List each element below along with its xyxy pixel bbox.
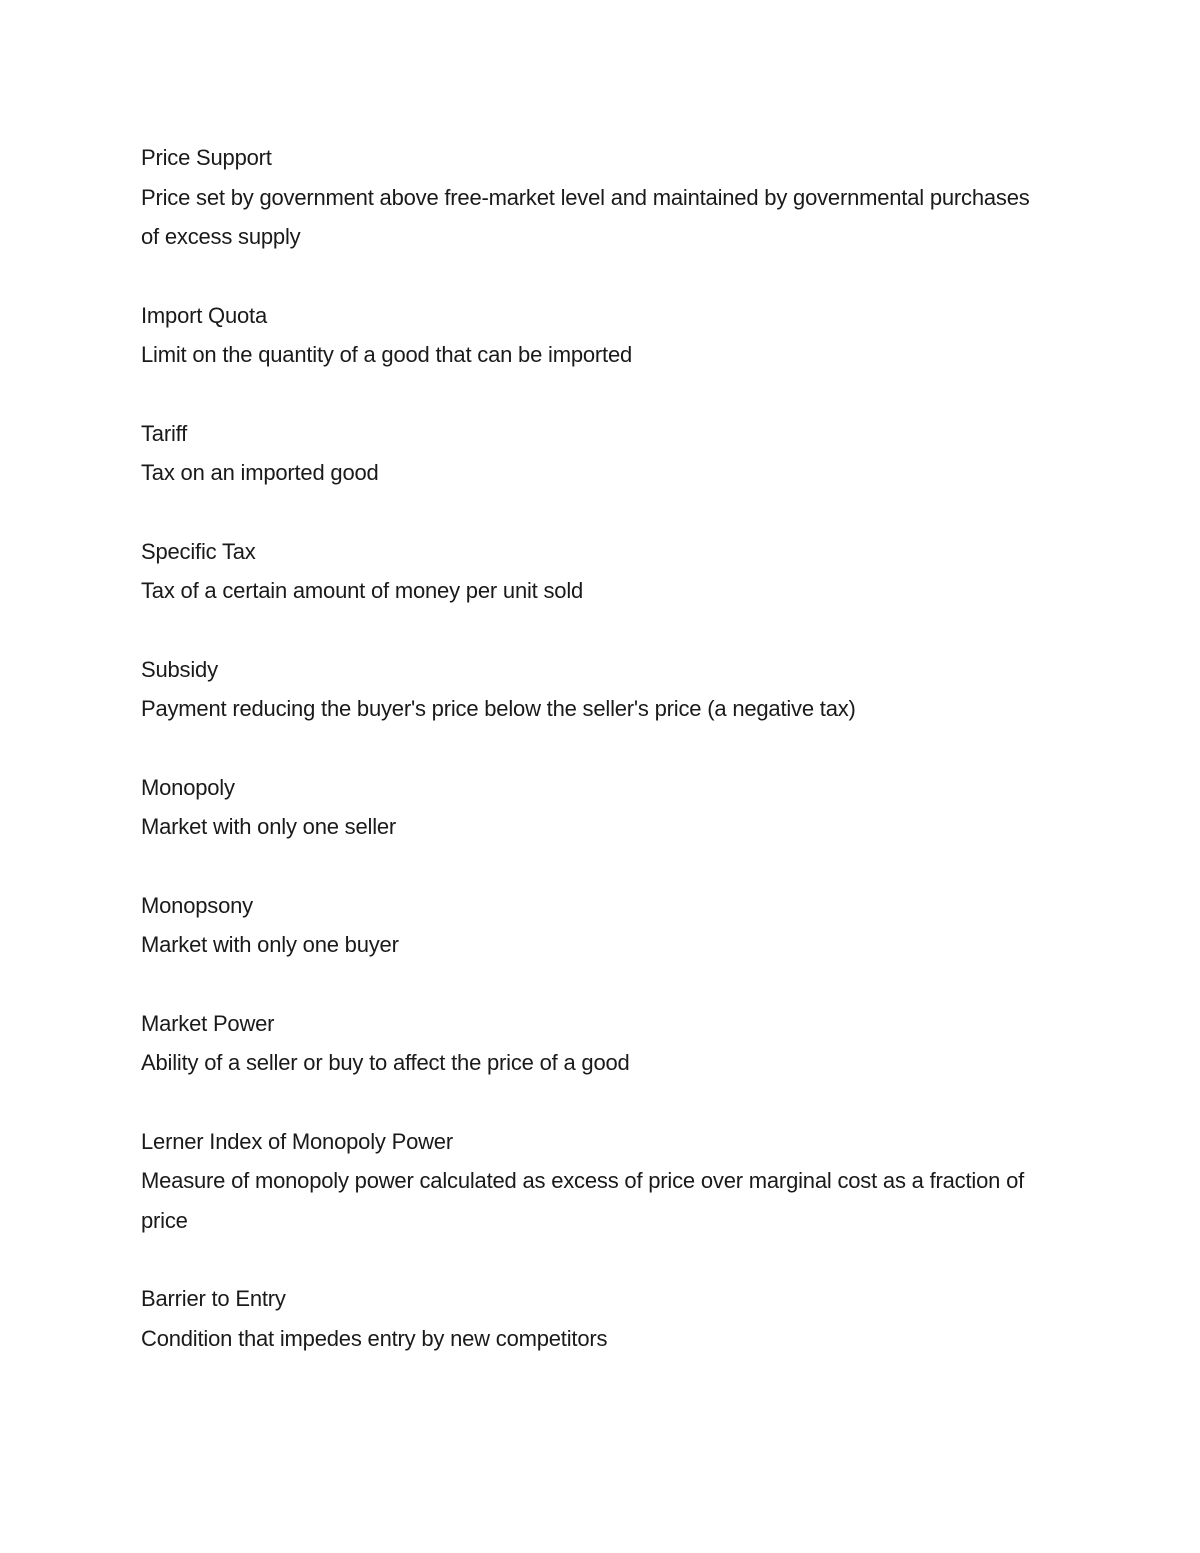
glossary-term: Market Power — [141, 1010, 275, 1036]
glossary-definition: Measure of monopoly power calculated as excess of price over marginal cost as a fraction of price — [141, 1168, 1025, 1233]
glossary-entry — [141, 1122, 1041, 1241]
glossary-definition: Price set by government above free-market level and maintained by governmental purchases of excess supply — [141, 184, 1030, 249]
glossary-entry — [141, 1004, 1041, 1083]
glossary-term: Subsidy — [141, 656, 218, 682]
glossary-term: Monopoly — [141, 774, 235, 800]
glossary-entry — [141, 296, 1041, 375]
glossary-definition: Condition that impedes entry by new competitors — [141, 1325, 608, 1351]
glossary-term: Specific Tax — [141, 538, 256, 564]
glossary-definition: Tax of a certain amount of money per unit sold — [141, 578, 584, 603]
glossary-entry — [141, 532, 1041, 611]
glossary-term: Price Support — [141, 145, 272, 170]
glossary-term: Import Quota — [141, 302, 267, 328]
glossary-term: Barrier to Entry — [141, 1286, 286, 1311]
glossary-definition: Ability of a seller or buy to affect the price of a good — [141, 1050, 630, 1075]
glossary-entry — [141, 768, 1041, 847]
glossary-entry — [141, 138, 1041, 257]
glossary-definition: Market with only one buyer — [141, 932, 399, 957]
glossary-entry — [141, 886, 1041, 965]
glossary-definition: Tax on an imported good — [141, 460, 379, 485]
glossary-definition: Limit on the quantity of a good that can be imported — [141, 342, 633, 367]
glossary-entry — [141, 650, 1041, 729]
glossary-entry — [141, 414, 1041, 493]
glossary-definition: Payment reducing the buyer's price below the seller's price (a negative tax) — [141, 696, 856, 721]
glossary-entry — [141, 1279, 1041, 1358]
glossary-term: Tariff — [141, 420, 188, 446]
glossary-list — [141, 138, 1041, 1397]
glossary-definition: Market with only one seller — [141, 814, 397, 839]
glossary-term: Monopsony — [141, 892, 253, 918]
glossary-term: Lerner Index of Monopoly Power — [141, 1128, 453, 1154]
